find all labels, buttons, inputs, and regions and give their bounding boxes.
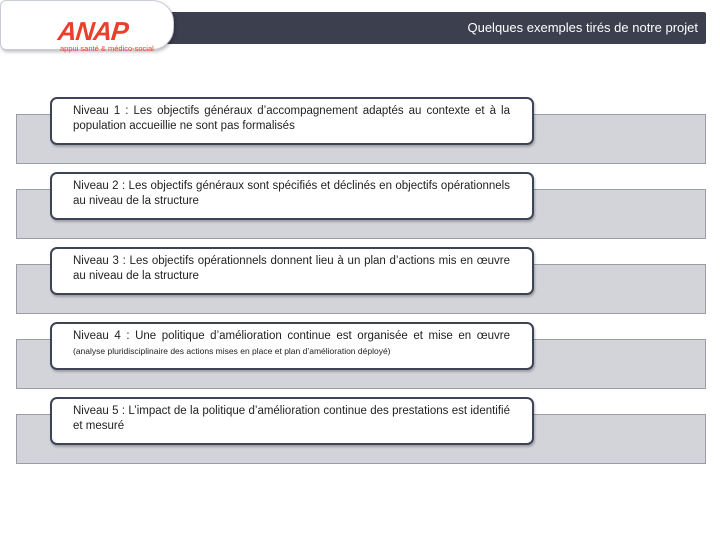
page-title: Quelques exemples tirés de notre projet — [467, 20, 698, 35]
level-card-3 — [50, 247, 534, 295]
level-text-2: Niveau 2 : Les objectifs généraux sont spécifiés et déclinés en objectifs opérationnels au niveau de la structure — [73, 180, 510, 207]
level-text-4: Niveau 4 : Une politique d’amélioration continue est organisée et mise en œuvre — [73, 330, 510, 342]
level-card-2 — [50, 172, 534, 220]
level-text-1: Niveau 1 : Les objectifs généraux d’accompagnement adaptés au contexte et à la population accueillie ne sont pas formalisés — [73, 105, 510, 132]
logo-tagline: appui santé & médico-social — [60, 44, 154, 53]
anap-logo — [54, 16, 164, 56]
level-card-1 — [50, 97, 534, 145]
level-note-4: (analyse pluridisciplinaire des actions mises en place et plan d’amélioration déployé) — [73, 346, 391, 356]
level-text-3: Niveau 3 : Les objectifs opérationnels donnent lieu à un plan d’actions mis en œuvre au niveau de la structure — [73, 255, 510, 282]
level-card-4 — [50, 322, 534, 370]
level-card-5 — [50, 397, 534, 445]
level-text-5: Niveau 5 : L’impact de la politique d’amélioration continue des prestations est identifié et mesuré — [73, 405, 510, 432]
logo-wordmark: ANAP — [56, 16, 130, 46]
